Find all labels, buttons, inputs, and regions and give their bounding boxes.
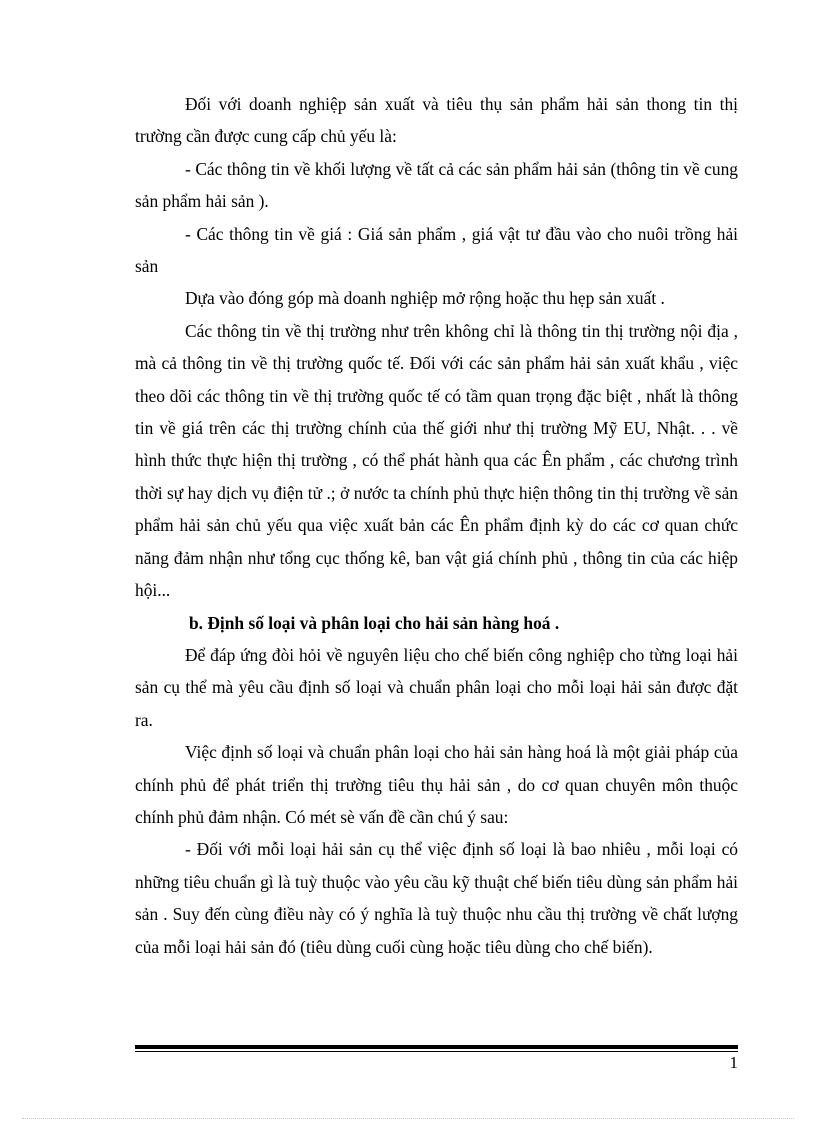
document-body: [135, 88, 738, 963]
paragraph-market-info: Các thông tin về thị trường như trên không chỉ là thông tin thị trường nội địa , mà cả thông tin về thị trường quốc tế. Đối với các sản phẩm hải sản xuất khẩu , việc theo dõi các thông tin về thị trường quốc tế có tầm quan trọng đặc biệt , nhất là thông tin về giá trên các thị trường chính của thế giới như thị trường Mỹ EU, Nhật. . . về hình thức thực hiện thị trường , có thể phát hành qua các Ên phẩm , các chương trình thời sự hay dịch vụ điện tử .; ở nước ta chính phủ thực hiện thông tin thị trường về sản phẩm hải sản chủ yếu qua việc xuất bản các Ên phẩm định kỳ do các cơ quan chức năng đảm nhận như tổng cục thống kê, ban vật giá chính phủ , thông tin của các hiệp hội...: [135, 320, 738, 601]
page-number: 1: [729, 1053, 738, 1072]
section-heading: b. Định số loại và phân loại cho hải sản hàng hoá .: [189, 612, 560, 633]
paragraph-raw-material: Để đáp ứng đòi hỏi về nguyên liệu cho chế biến công nghiệp cho từng loại hải sản cụ thể mà yêu cầu định số loại và chuẩn phân loại cho mỗi loại hải sản được đặt ra.: [135, 644, 738, 730]
paragraph-production-scale: Dựa vào đóng góp mà doanh nghiệp mở rộng hoặc thu hẹp sản xuất .: [185, 288, 665, 309]
page-bottom-border: [22, 1118, 794, 1119]
paragraph-volume-info: - Các thông tin về khối lượng về tất cả các sản phẩm hải sản (thông tin về cung sản phẩm hải sản ).: [135, 158, 738, 212]
footer-rule-thick: [135, 1045, 738, 1049]
paragraph-standards: - Đối với mỗi loại hải sản cụ thể việc định số loại là bao nhiêu , mỗi loại có những tiêu chuẩn gì là tuỳ thuộc vào yêu cầu kỹ thuật chế biến tiêu dùng sản phẩm hải sản . Suy đến cùng điều này có ý nghĩa là tuỳ thuộc nhu cầu thị trường về chất lượng của mỗi loại hải sản đó (tiêu dùng cuối cùng hoặc tiêu dùng cho chế biến).: [135, 839, 738, 957]
paragraph-classification: Việc định số loại và chuẩn phân loại cho hải sản hàng hoá là một giải pháp của chính phủ để phát triển thị trường tiêu thụ hải sản , do cơ quan chuyên môn thuộc chính phủ đảm nhận. Có mét sè vấn đề cần chú ý sau:: [135, 742, 738, 827]
paragraph-intro: Đối với doanh nghiệp sản xuất và tiêu thụ sản phẩm hải sản thong tin thị trường cần được cung cấp chủ yếu là:: [135, 94, 738, 147]
paragraph-price-info: - Các thông tin về giá : Giá sản phẩm , giá vật tư đầu vào cho nuôi trồng hải sản: [135, 223, 738, 277]
footer-rule-thin: [135, 1051, 738, 1052]
